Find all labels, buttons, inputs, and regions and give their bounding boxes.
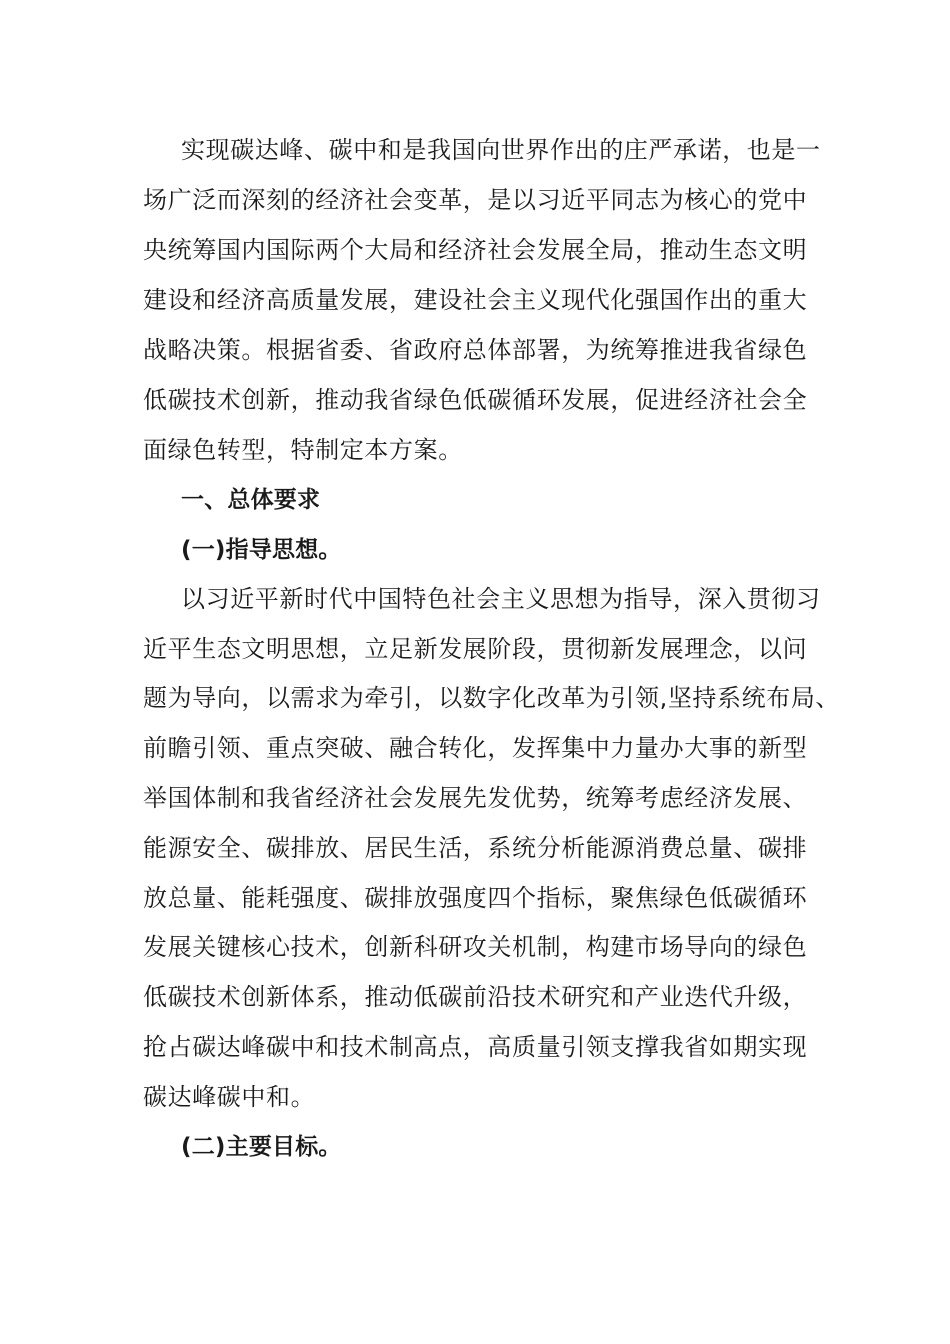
paragraph1-line-7: 面绿色转型，特制定本方案。 (143, 436, 463, 464)
paragraph2-line-5: 举国体制和我省经济社会发展先发优势，统筹考虑经济发展、 (143, 784, 808, 812)
paragraph1-line-3: 央统筹国内国际两个大局和经济社会发展全局，推动生态文明 (143, 236, 808, 264)
paragraph1-line-1: 实现碳达峰、碳中和是我国向世界作出的庄严承诺，也是一 (181, 136, 821, 164)
paragraph2-line-9: 低碳技术创新体系，推动低碳前沿技术研究和产业迭代升级， (143, 983, 808, 1011)
paragraph2-line-6: 能源安全、碳排放、居民生活，系统分析能源消费总量、碳排 (143, 834, 808, 862)
paragraph2-line-4: 前瞻引领、重点突破、融合转化，发挥集中力量办大事的新型 (143, 734, 808, 762)
subsection-heading-guiding-ideology: (一)指导思想。 (181, 537, 342, 563)
paragraph1-line-6: 低碳技术创新，推动我省绿色低碳循环发展，促进经济社会全 (143, 386, 808, 414)
paragraph2-line-3: 题为导向，以需求为牵引，以数字化改革为引领,坚持系统布局、 (143, 684, 841, 712)
paragraph1-line-2: 场广泛而深刻的经济社会变革，是以习近平同志为核心的党中 (143, 186, 808, 214)
paragraph2-line-11: 碳达峰碳中和。 (143, 1083, 316, 1111)
paragraph2-line-8: 发展关键核心技术，创新科研攻关机制，构建市场导向的绿色 (143, 933, 808, 961)
paragraph2-line-7: 放总量、能耗强度、碳排放强度四个指标，聚焦绿色低碳循环 (143, 884, 808, 912)
paragraph1-line-4: 建设和经济高质量发展，建设社会主义现代化强国作出的重大 (143, 286, 808, 314)
paragraph2-line-10: 抢占碳达峰碳中和技术制高点，高质量引领支撑我省如期实现 (143, 1033, 808, 1061)
paragraph2-line-2: 近平生态文明思想，立足新发展阶段，贯彻新发展理念，以问 (143, 635, 808, 663)
paragraph2-line-1: 以习近平新时代中国特色社会主义思想为指导，深入贯彻习 (181, 585, 821, 613)
subsection-heading-main-goals: (二)主要目标。 (181, 1134, 342, 1160)
section-heading-overall-requirements: 一、总体要求 (181, 487, 321, 513)
paragraph1-line-5: 战略决策。根据省委、省政府总体部署，为统筹推进我省绿色 (143, 336, 808, 364)
